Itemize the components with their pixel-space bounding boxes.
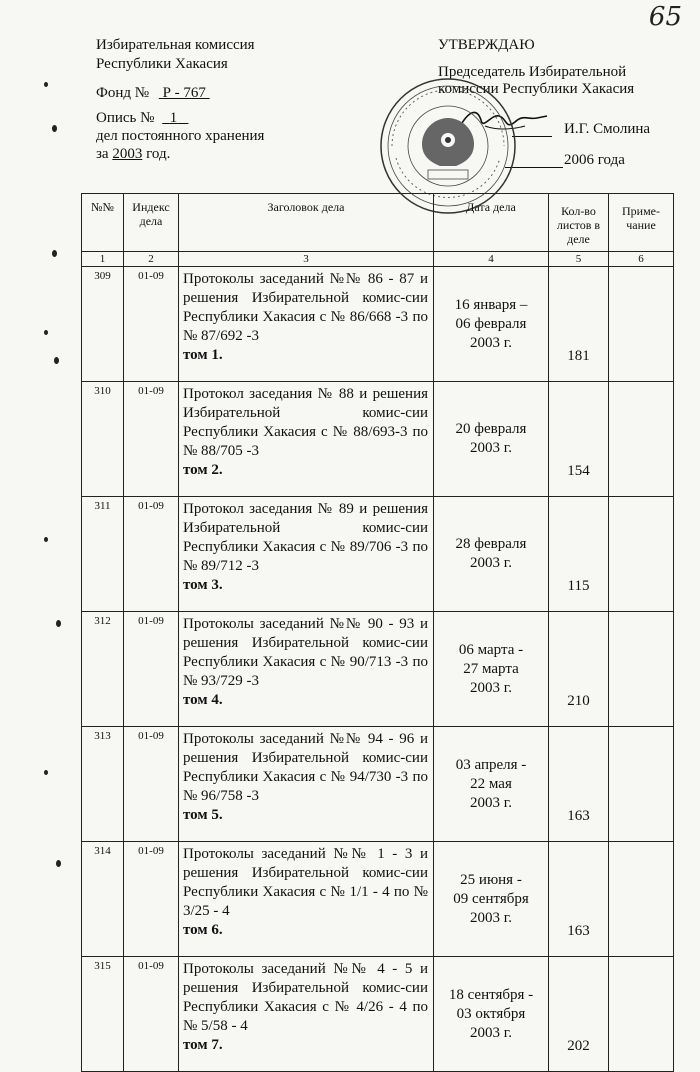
- row-number: 312: [82, 612, 124, 727]
- header-number: №№: [82, 194, 124, 252]
- row-index: 01-09: [124, 727, 179, 842]
- row-note: [609, 612, 674, 727]
- row-title-cell: [179, 497, 434, 612]
- row-title-cell: [179, 842, 434, 957]
- table-row: [82, 957, 674, 1072]
- row-date-line2: 22 мая: [470, 775, 512, 792]
- row-date-line2: 03 октября: [456, 1005, 526, 1022]
- row-date-line1: 25 июня -: [460, 871, 522, 888]
- row-date-line3: 2003 г.: [470, 794, 512, 811]
- row-volume: том 6.: [183, 922, 223, 938]
- row-volume: том 2.: [183, 462, 223, 478]
- year-prefix: за: [96, 146, 109, 162]
- row-sheets: 181: [549, 267, 609, 382]
- table-row: [82, 497, 674, 612]
- org-name-line2: Республики Хакасия: [96, 56, 228, 72]
- opis-line: [96, 109, 188, 128]
- punch-mark: [56, 860, 61, 867]
- signature-line: [512, 136, 552, 137]
- year-line: [96, 145, 170, 164]
- row-volume: том 5.: [183, 807, 223, 823]
- position-line1: Председатель Избирательной: [438, 64, 627, 80]
- row-date-line2: 2003 г.: [470, 555, 512, 571]
- row-note: [609, 497, 674, 612]
- row-title-cell: [179, 727, 434, 842]
- column-number: 1: [82, 252, 124, 267]
- signer-name: И.Г. Смолина: [564, 121, 651, 137]
- header-date: Дата дела: [434, 194, 549, 252]
- fond-label: Фонд №: [96, 85, 150, 101]
- header-note: Приме-чание: [609, 194, 674, 252]
- table-row: [82, 267, 674, 382]
- punch-mark: [44, 82, 48, 87]
- row-number: 310: [82, 382, 124, 497]
- row-date: [434, 842, 549, 957]
- row-volume: том 7.: [183, 1037, 223, 1053]
- row-date-line3: 2003 г.: [470, 909, 512, 926]
- table-row: [82, 842, 674, 957]
- doc-type: дел постоянного хранения: [96, 128, 265, 144]
- row-title: Протоколы заседаний №№ 1 - 3 и решения Избирательной комис-сии Республики Хакасия с № 1/1 - 4 по № 3/25 - 4: [183, 846, 428, 919]
- row-date-line1: 18 сентября -: [448, 986, 534, 1003]
- row-date-line3: 2003 г.: [470, 679, 512, 696]
- table-row: [82, 727, 674, 842]
- row-date: [434, 957, 549, 1072]
- row-date-line1: 20 февраля: [455, 421, 527, 437]
- column-number: 4: [434, 252, 549, 267]
- row-date-line1: 28 февраля: [455, 536, 527, 552]
- row-date-line2: 27 марта: [463, 660, 519, 677]
- row-sheets: 163: [549, 727, 609, 842]
- row-date-line1: 16 января –: [454, 296, 528, 313]
- punch-mark: [56, 620, 61, 627]
- punch-mark: [54, 357, 59, 364]
- row-date-line1: 06 марта -: [458, 641, 524, 658]
- punch-mark: [52, 250, 57, 257]
- row-number: 314: [82, 842, 124, 957]
- page-number: 65: [648, 2, 682, 32]
- row-title-cell: [179, 612, 434, 727]
- row-date: [434, 382, 549, 497]
- header-index: Индекс дела: [124, 194, 179, 252]
- column-number: 6: [609, 252, 674, 267]
- row-date: [434, 612, 549, 727]
- opis-label: Опись №: [96, 110, 155, 126]
- approval-date: 2006 года: [564, 152, 625, 168]
- row-sheets: 202: [549, 957, 609, 1072]
- row-date-line2: 2003 г.: [470, 440, 512, 456]
- row-title: Протоколы заседаний №№ 94 - 96 и решения Избирательной комис-сии Республики Хакасия с № 94/730 -3 по № 96/758 -3: [183, 731, 428, 804]
- approve-label: УТВЕРЖДАЮ: [438, 37, 535, 53]
- row-title: Протоколы заседаний №№ 4 - 5 и решения Избирательной комис-сии Республики Хакасия с № 4/26 - 4 по № 5/58 - 4: [183, 961, 428, 1034]
- header-title: Заголовок дела: [179, 194, 434, 252]
- row-index: 01-09: [124, 497, 179, 612]
- row-title-cell: [179, 267, 434, 382]
- row-date-line2: 09 сентября: [453, 890, 529, 907]
- position-line2: комиссии Республики Хакасия: [438, 81, 635, 97]
- column-numbers-row: [82, 252, 674, 267]
- table-row: [82, 612, 674, 727]
- row-number: 313: [82, 727, 124, 842]
- row-date: [434, 497, 549, 612]
- column-number: 5: [549, 252, 609, 267]
- row-title-cell: [179, 957, 434, 1072]
- row-index: 01-09: [124, 382, 179, 497]
- row-note: [609, 727, 674, 842]
- row-title: Протоколы заседаний №№ 86 - 87 и решения Избирательной комис-сии Республики Хакасия с № 86/668 -3 по № 87/692 -3: [183, 271, 428, 344]
- table-header-row: [82, 194, 674, 252]
- row-sheets: 210: [549, 612, 609, 727]
- row-date: [434, 267, 549, 382]
- row-note: [609, 382, 674, 497]
- punch-mark: [44, 770, 48, 775]
- row-sheets: 154: [549, 382, 609, 497]
- org-name-line1: Избирательная комиссия: [96, 37, 255, 53]
- opis-value: 1: [169, 110, 178, 126]
- row-sheets: 163: [549, 842, 609, 957]
- row-date-line3: 2003 г.: [470, 1024, 512, 1041]
- row-note: [609, 957, 674, 1072]
- row-index: 01-09: [124, 267, 179, 382]
- row-note: [609, 267, 674, 382]
- fond-value: Р - 767: [162, 85, 206, 101]
- punch-mark: [52, 125, 57, 132]
- row-date: [434, 727, 549, 842]
- row-index: 01-09: [124, 612, 179, 727]
- row-index: 01-09: [124, 957, 179, 1072]
- column-number: 3: [179, 252, 434, 267]
- row-date-line3: 2003 г.: [470, 334, 512, 351]
- column-number: 2: [124, 252, 179, 267]
- row-date-line1: 03 апреля -: [455, 756, 527, 773]
- row-title: Протокол заседания № 89 и решения Избирательной комис-сии Республики Хакасия с № 89/706 -3 по № 89/712 -3: [183, 501, 428, 574]
- year-value: 2003: [112, 146, 143, 162]
- row-sheets: 115: [549, 497, 609, 612]
- table-row: [82, 382, 674, 497]
- row-index: 01-09: [124, 842, 179, 957]
- row-number: 309: [82, 267, 124, 382]
- year-suffix: год.: [146, 146, 171, 162]
- row-number: 311: [82, 497, 124, 612]
- punch-mark: [44, 330, 48, 335]
- row-volume: том 4.: [183, 692, 223, 708]
- punch-mark: [44, 537, 48, 542]
- fond-line: [96, 84, 210, 103]
- inventory-table: [81, 193, 674, 1072]
- row-number: 315: [82, 957, 124, 1072]
- row-volume: том 3.: [183, 577, 223, 593]
- row-volume: том 1.: [183, 347, 223, 363]
- header-sheets: Кол-во листов в деле: [549, 194, 609, 252]
- row-title: Протокол заседания № 88 и решения Избирательной комис-сии Республики Хакасия с № 88/693-3 по № 88/705 -3: [183, 386, 428, 459]
- row-title: Протоколы заседаний №№ 90 - 93 и решения Избирательной комис-сии Республики Хакасия с № 90/713 -3 по № 93/729 -3: [183, 616, 428, 689]
- row-date-line2: 06 февраля: [455, 315, 527, 332]
- row-note: [609, 842, 674, 957]
- row-title-cell: [179, 382, 434, 497]
